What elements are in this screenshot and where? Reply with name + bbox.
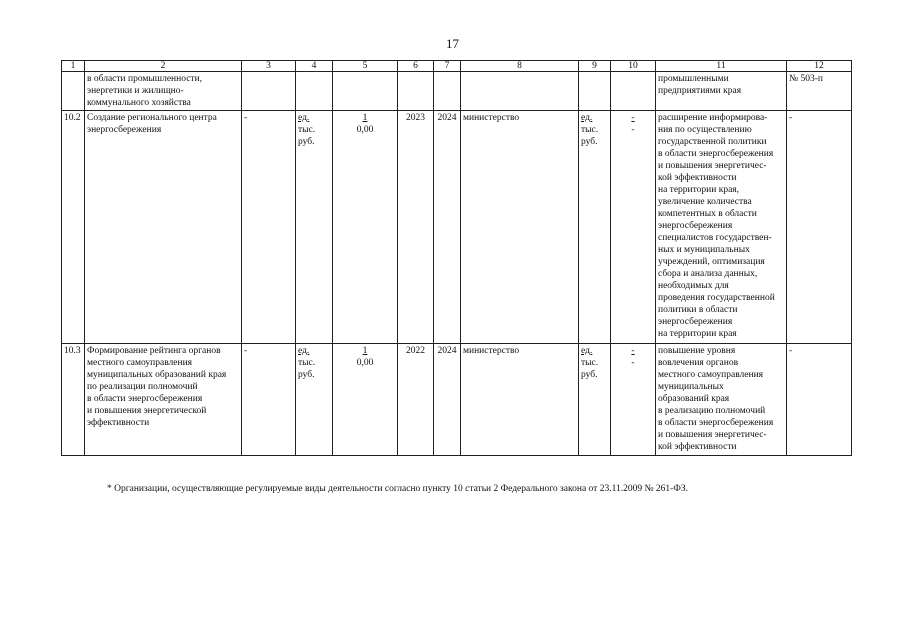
expected-result: расширение информирова- ния по осуществлению государственной политики в области энергосбережения и повышения энергетичес- кой эффективности на территории края, увеличение количества компетентных в области энергосбережения специалистов государствен- ных и муниципальных учреждений, оптимизация сбора и анализа данных, необходимых для проведения государственной политики в области энергосбережения на территории края — [656, 111, 787, 344]
cell — [333, 72, 398, 111]
col-header-9: 9 — [579, 61, 611, 72]
cell — [62, 72, 85, 111]
cell — [579, 72, 611, 111]
value-cell-10: - - — [611, 344, 656, 456]
cell — [242, 72, 296, 111]
cell-col12: - — [787, 344, 852, 456]
col-header-10: 10 — [611, 61, 656, 72]
unit-cell-9: ед. тыс. руб. — [579, 344, 611, 456]
measures-table — [61, 60, 852, 456]
col-header-4: 4 — [296, 61, 333, 72]
unit-cell: ед. тыс. руб. — [296, 111, 333, 344]
measure-name: Формирование рейтинга органов местного самоуправления муниципальных образований края по реализации полномочий в области энергосбережения и повышения энергетической эффективности — [85, 344, 242, 456]
column-number-row — [62, 61, 852, 72]
page-number: 17 — [446, 36, 459, 51]
end-year: 2024 — [434, 344, 461, 456]
start-year: 2023 — [398, 111, 434, 344]
table-row-10-3 — [62, 344, 852, 456]
col-header-12: 12 — [787, 61, 852, 72]
continuation-row — [62, 72, 852, 111]
col-header-6: 6 — [398, 61, 434, 72]
cont-result-text: промышленными предприятиями края — [656, 72, 787, 111]
col-header-2: 2 — [85, 61, 242, 72]
cell — [296, 72, 333, 111]
col-header-7: 7 — [434, 61, 461, 72]
unit-cell-9: ед. тыс. руб. — [579, 111, 611, 344]
col-header-1: 1 — [62, 61, 85, 72]
executor: министерство — [461, 344, 579, 456]
cell-col12: - — [787, 111, 852, 344]
expected-result: повышение уровня вовлечения органов местного самоуправления муниципальных образований края в реализацию полномочий в области энергосбережения и повышения энергетичес- кой эффективности — [656, 344, 787, 456]
start-year: 2022 — [398, 344, 434, 456]
footnote: * Организации, осуществляющие регулируемые виды деятельности согласно пункту 10 статьи 2 Федерального закона от 23.11.2009 № 261-ФЗ. — [107, 484, 688, 494]
value-cell: 1 0,00 — [333, 344, 398, 456]
cell-col3: - — [242, 344, 296, 456]
col-header-5: 5 — [333, 61, 398, 72]
unit-cell: ед. тыс. руб. — [296, 344, 333, 456]
col-header-8: 8 — [461, 61, 579, 72]
value-cell-10: - - — [611, 111, 656, 344]
cell-col3: - — [242, 111, 296, 344]
table-row-10-2 — [62, 111, 852, 344]
cont-area-text: в области промышленности, энергетики и жилищно- коммунального хозяйства — [85, 72, 242, 111]
row-number: 10.3 — [62, 344, 85, 456]
row-number: 10.2 — [62, 111, 85, 344]
cell — [461, 72, 579, 111]
col-header-11: 11 — [656, 61, 787, 72]
executor: министерство — [461, 111, 579, 344]
cell — [434, 72, 461, 111]
cell — [611, 72, 656, 111]
measure-name: Создание регионального центра энергосбережения — [85, 111, 242, 344]
col-header-3: 3 — [242, 61, 296, 72]
value-cell: 1 0,00 — [333, 111, 398, 344]
cell — [398, 72, 434, 111]
cont-decree-ref: № 503-п — [787, 72, 852, 111]
end-year: 2024 — [434, 111, 461, 344]
